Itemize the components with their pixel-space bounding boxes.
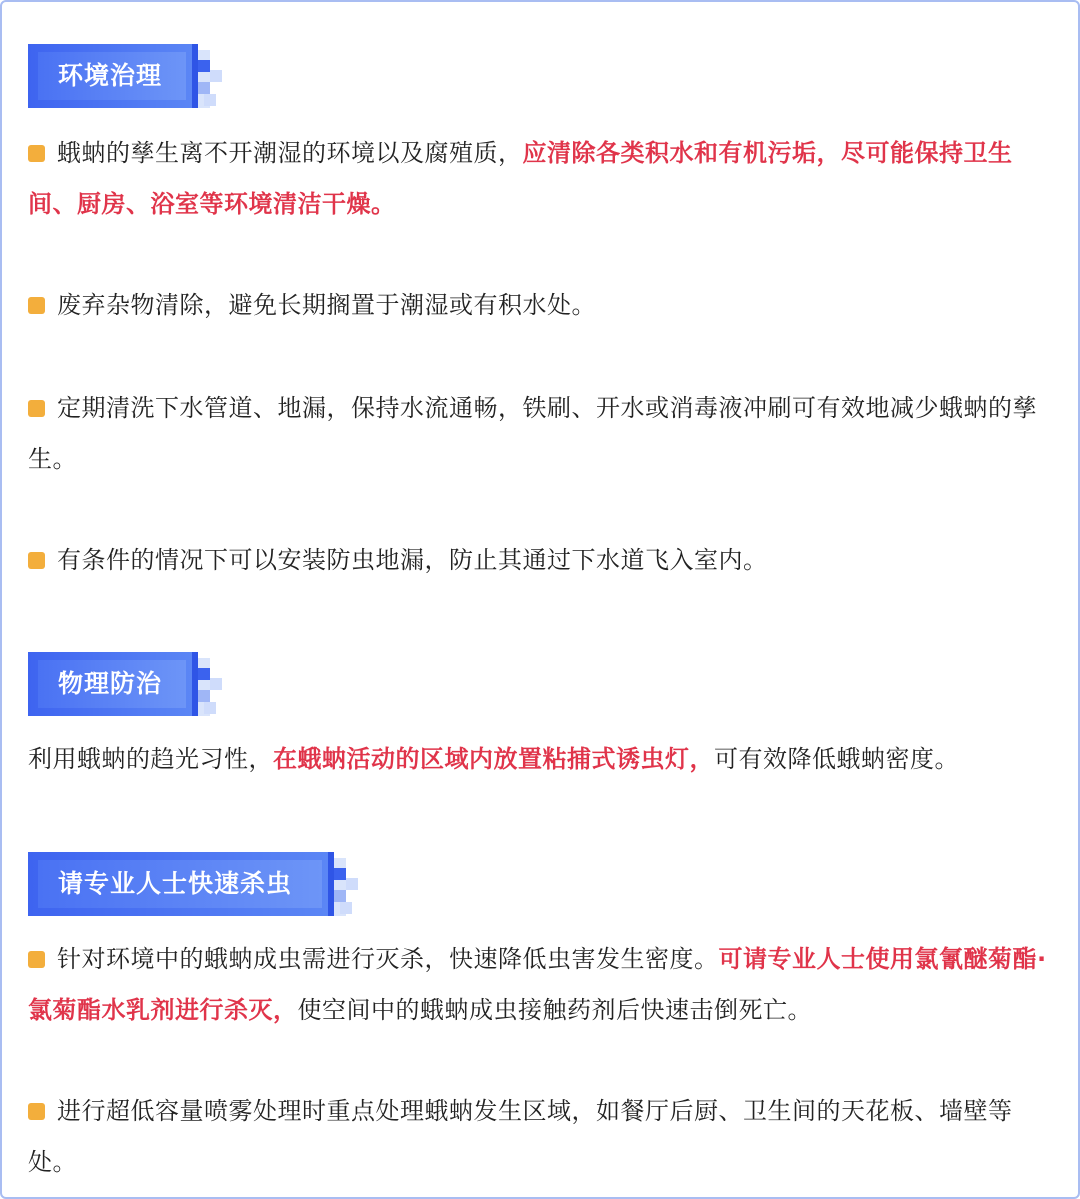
section-header-environment (28, 44, 228, 108)
paragraph: 利用蛾蚋的趋光习性，在蛾蚋活动的区域内放置粘捕式诱虫灯，可有效降低蛾蚋密度。 (28, 745, 959, 773)
orange-square-bullet-icon (28, 400, 45, 417)
section-title: 请专业人士快速杀虫 (58, 869, 293, 898)
section-header-professional (28, 852, 364, 916)
orange-square-bullet-icon (28, 297, 45, 314)
paragraph: 蛾蚋的孳生离不开潮湿的环境以及腐殖质，应清除各类积水和有机污垢，尽可能保持卫生间、厨房、浴室等环境清洁干燥。 (28, 139, 1013, 218)
orange-square-bullet-icon (28, 951, 45, 968)
paragraph: 针对环境中的蛾蚋成虫需进行灭杀，快速降低虫害发生密度。可请专业人士使用氯氰醚菊酯·氯菊酯水乳剂进行杀灭，使空间中的蛾蚋成虫接触药剂后快速击倒死亡。 (28, 945, 1047, 1024)
section-title: 物理防治 (58, 669, 163, 698)
section-header-physical (28, 652, 228, 716)
paragraph: 进行超低容量喷雾处理时重点处理蛾蚋发生区域，如餐厅后厨、卫生间的天花板、墙壁等处。 (28, 1097, 1013, 1176)
paragraph: 定期清洗下水管道、地漏，保持水流通畅，铁刷、开水或消毒液冲刷可有效地减少蛾蚋的孳生。 (28, 394, 1037, 473)
section-title: 环境治理 (58, 61, 163, 90)
orange-square-bullet-icon (28, 1103, 45, 1120)
paragraph: 废弃杂物清除，避免长期搁置于潮湿或有积水处。 (28, 280, 1052, 331)
orange-square-bullet-icon (28, 552, 45, 569)
orange-square-bullet-icon (28, 145, 45, 162)
paragraph: 有条件的情况下可以安装防虫地漏，防止其通过下水道飞入室内。 (28, 535, 1052, 586)
